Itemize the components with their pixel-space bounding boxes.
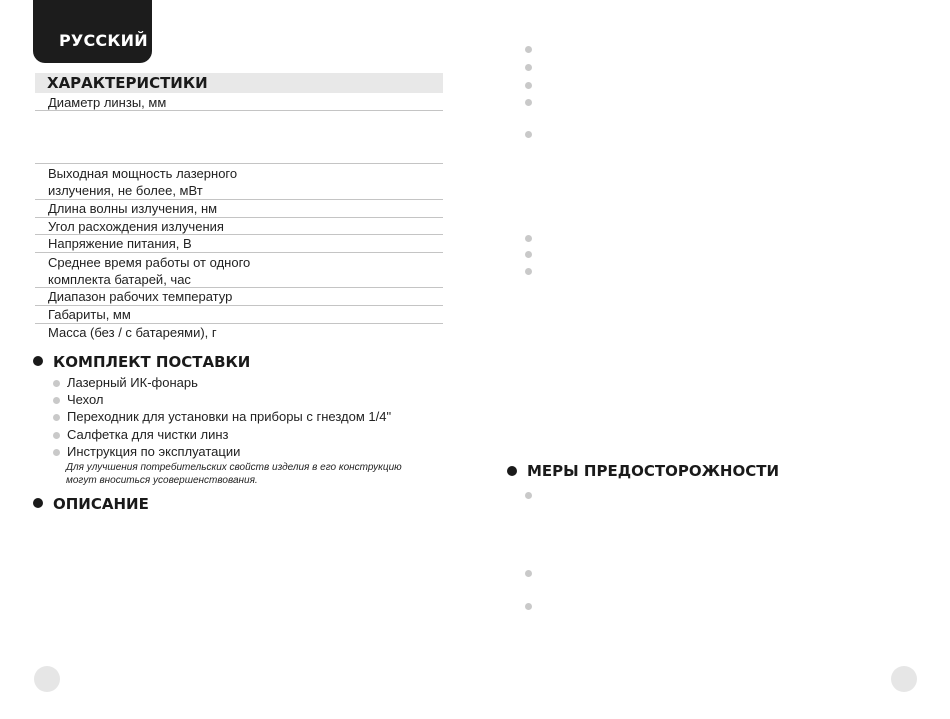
package-title: КОМПЛЕКТ ПОСТАВКИ bbox=[53, 353, 251, 371]
section-bullet-icon bbox=[507, 466, 517, 476]
list-bullet-icon bbox=[53, 414, 60, 421]
section-bullet-icon bbox=[33, 356, 43, 366]
page-number-circle-right bbox=[891, 666, 917, 692]
spec-row-output-power-1: Выходная мощность лазерного bbox=[48, 166, 238, 181]
spec-divider bbox=[35, 163, 443, 164]
package-note-line-1: Для улучшения потребительских свойств изделия в его конструкцию bbox=[66, 462, 402, 473]
list-bullet-icon bbox=[525, 235, 532, 242]
precautions-title: МЕРЫ ПРЕДОСТОРОЖНОСТИ bbox=[527, 462, 780, 480]
package-item: Салфетка для чистки линз bbox=[67, 427, 229, 442]
spec-divider bbox=[35, 110, 443, 111]
spec-row-dimensions: Габариты, мм bbox=[48, 307, 131, 322]
list-bullet-icon bbox=[525, 268, 532, 275]
spec-row-lens-diameter: Диаметр линзы, мм bbox=[48, 95, 167, 110]
spec-row-divergence: Угол расхождения излучения bbox=[48, 219, 224, 234]
list-bullet-icon bbox=[525, 46, 532, 53]
description-title: ОПИСАНИЕ bbox=[53, 495, 149, 513]
list-bullet-icon bbox=[53, 397, 60, 404]
spec-title: ХАРАКТЕРИСТИКИ bbox=[47, 74, 208, 92]
package-item: Чехол bbox=[67, 392, 104, 407]
spec-row-runtime-1: Среднее время работы от одного bbox=[48, 255, 251, 270]
package-item: Инструкция по эксплуатации bbox=[67, 444, 241, 459]
list-bullet-icon bbox=[525, 82, 532, 89]
list-bullet-icon bbox=[53, 449, 60, 456]
list-bullet-icon bbox=[53, 432, 60, 439]
spec-row-output-power-2: излучения, не более, мВт bbox=[48, 183, 203, 198]
list-bullet-icon bbox=[525, 570, 532, 577]
spec-row-temperature: Диапазон рабочих температур bbox=[48, 289, 233, 304]
list-bullet-icon bbox=[525, 603, 532, 610]
list-bullet-icon bbox=[53, 380, 60, 387]
list-bullet-icon bbox=[525, 492, 532, 499]
list-bullet-icon bbox=[525, 251, 532, 258]
package-note-line-2: могут вноситься усовершенствования. bbox=[66, 475, 258, 486]
spec-row-runtime-2: комплекта батарей, час bbox=[48, 272, 191, 287]
list-bullet-icon bbox=[525, 99, 532, 106]
spec-divider bbox=[35, 252, 443, 253]
spec-row-wavelength: Длина волны излучения, нм bbox=[48, 201, 218, 216]
section-bullet-icon bbox=[33, 498, 43, 508]
language-tab-label: РУССКИЙ bbox=[59, 31, 148, 50]
spec-row-voltage: Напряжение питания, В bbox=[48, 236, 192, 251]
package-item: Переходник для установки на приборы с гнездом 1/4" bbox=[67, 409, 392, 424]
list-bullet-icon bbox=[525, 131, 532, 138]
page-number-circle-left bbox=[34, 666, 60, 692]
package-item: Лазерный ИК-фонарь bbox=[67, 375, 198, 390]
spec-row-weight: Масса (без / с батареями), г bbox=[48, 325, 217, 340]
list-bullet-icon bbox=[525, 64, 532, 71]
